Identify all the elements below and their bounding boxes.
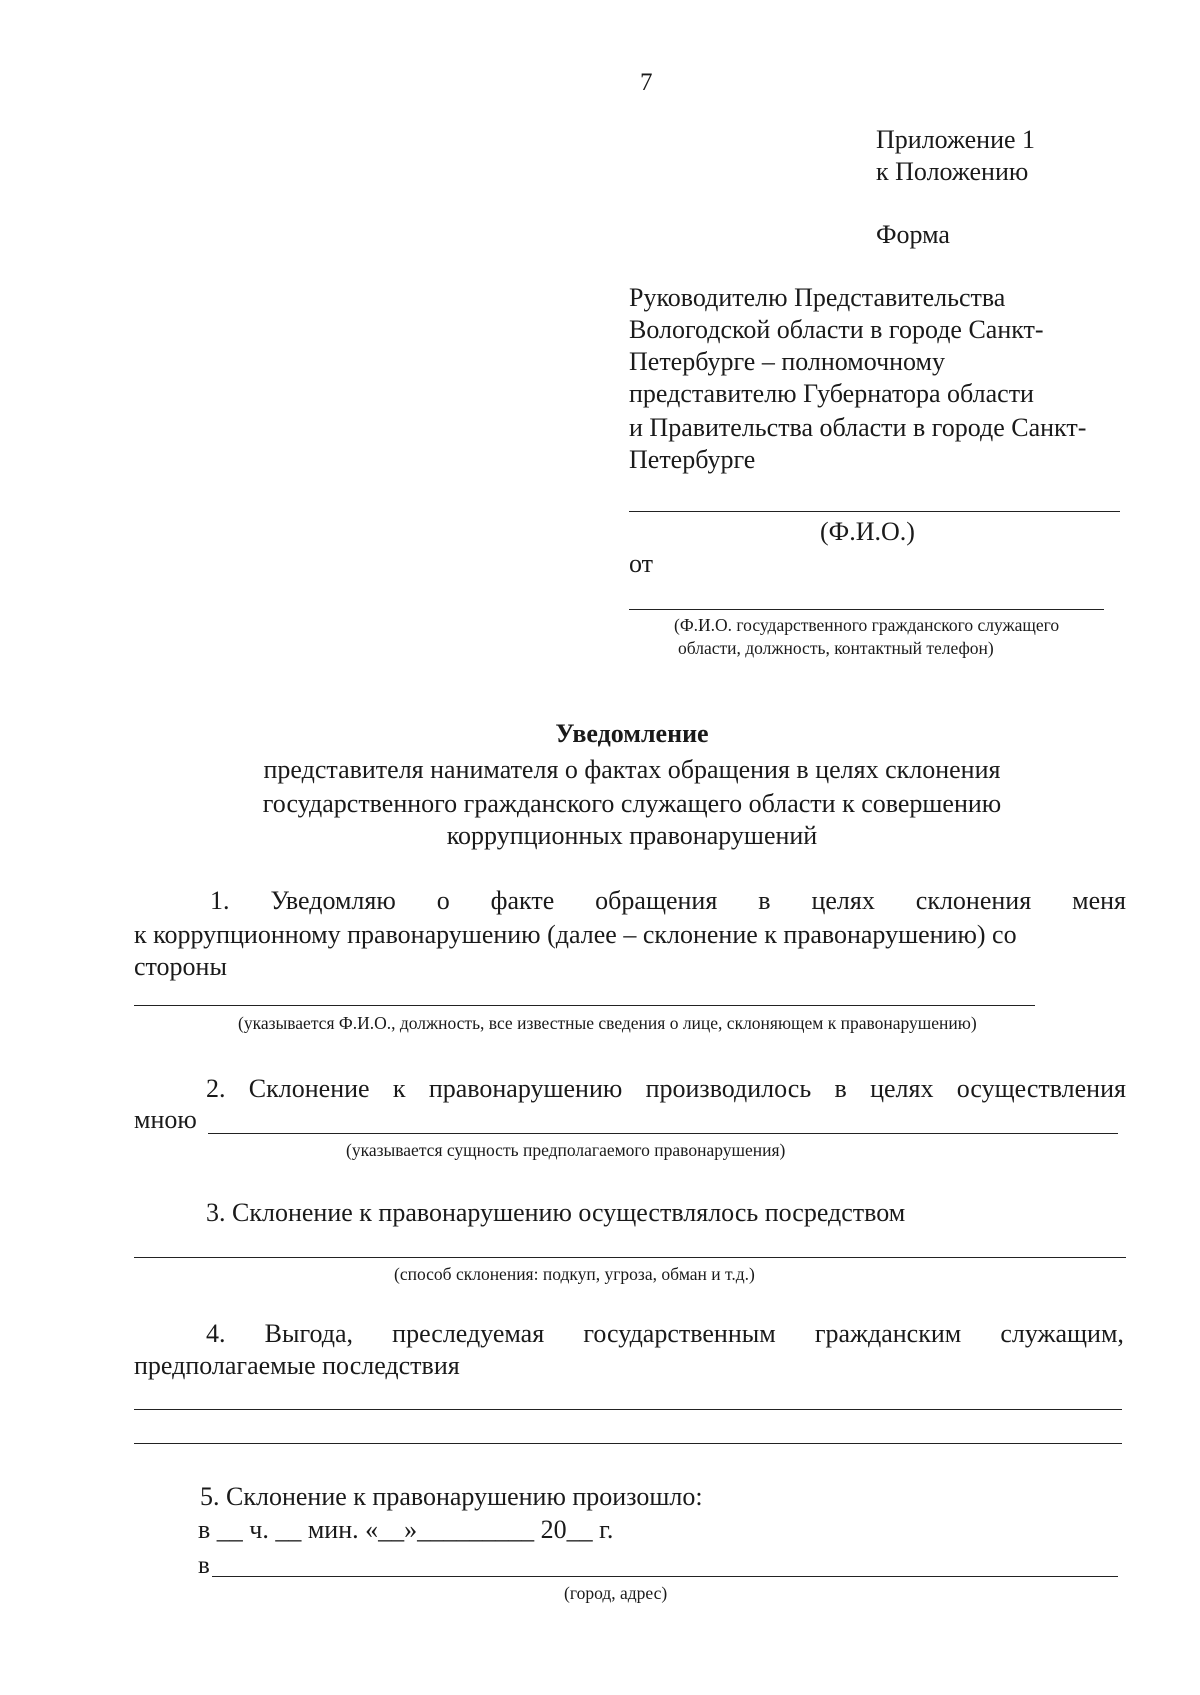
item1-line-2: к коррупционному правонарушению (далее – склонение к правонарушению) со [134, 920, 1017, 949]
item3-caption: (способ склонения: подкуп, угроза, обман и т.д.) [394, 1264, 755, 1284]
item2-caption: (указывается сущность предполагаемого правонарушения) [346, 1140, 786, 1160]
item5-time-line: в __ ч. __ мин. «__»_________ 20__ г. [198, 1515, 614, 1544]
addressee-line-3: Петербурге – полномочному [629, 347, 946, 376]
item1-fill-line [134, 1005, 1035, 1006]
item2-line-2: мною [134, 1105, 197, 1134]
item1-word: обращения [595, 886, 718, 915]
item4-fill-line-1 [134, 1409, 1122, 1410]
item1-word: склонения [915, 886, 1032, 915]
page-number: 7 [640, 69, 653, 96]
item1-word: целях [811, 886, 875, 915]
item4-fill-line-2 [134, 1443, 1122, 1444]
item2-word: правонарушению [428, 1074, 623, 1103]
item5-place-prefix: в [198, 1552, 210, 1579]
item4-line-1 [206, 1317, 1124, 1351]
item2-word: к [392, 1074, 406, 1103]
item3-line-1: 3. Склонение к правонарушению осуществлялось посредством [206, 1198, 906, 1227]
sender-caption-line-2: области, должность, контактный телефон) [678, 638, 994, 658]
item4-word: государственным [583, 1319, 776, 1348]
appendix-line-2: к Положению [876, 157, 1029, 186]
notice-title: Уведомление [555, 719, 709, 748]
notice-subtitle-line-2: государственного гражданского служащего области к совершению [262, 789, 1002, 818]
sender-caption-line-1: (Ф.И.О. государственного гражданского служащего [674, 615, 1060, 635]
addressee-line-5: и Правительства области в городе Санкт- [629, 413, 1087, 442]
appendix-line-1: Приложение 1 [876, 125, 1036, 154]
addressee-line-2: Вологодской области в городе Санкт- [629, 315, 1044, 344]
item2-word: осуществления [956, 1074, 1126, 1103]
item4-number: 4. [206, 1319, 226, 1348]
item2-number: 2. [206, 1074, 226, 1103]
item4-word: служащим, [1000, 1319, 1124, 1348]
item2-fill-line [208, 1133, 1118, 1134]
addressee-line-1: Руководителю Представительства [629, 283, 1006, 312]
sender-line [629, 609, 1104, 610]
item4-word: преследуемая [392, 1319, 545, 1348]
item4-line-2: предполагаемые последствия [134, 1351, 460, 1380]
from-label: от [629, 549, 654, 578]
item2-word: целях [870, 1074, 934, 1103]
item2-word: Склонение [248, 1074, 370, 1103]
item1-word: факте [490, 886, 555, 915]
addressee-line-6: Петербурге [629, 445, 756, 474]
item5-caption: (город, адрес) [564, 1583, 668, 1603]
item2-line-1 [206, 1072, 1126, 1106]
item2-word: в [834, 1074, 847, 1103]
item1-word: в [758, 886, 771, 915]
item3-fill-line [134, 1257, 1126, 1258]
form-label: Форма [876, 220, 950, 249]
item5-line-1: 5. Склонение к правонарушению произошло: [200, 1482, 703, 1511]
item1-word: Уведомляю [270, 886, 396, 915]
item1-caption: (указывается Ф.И.О., должность, все известные сведения о лице, склоняющем к правонарушению) [238, 1013, 977, 1033]
item5-place-line [212, 1576, 1118, 1577]
item1-line-3: стороны [134, 952, 227, 981]
item2-word: производилось [645, 1074, 812, 1103]
addressee-fio-caption: (Ф.И.О.) [820, 517, 915, 546]
item1-number: 1. [210, 886, 230, 915]
notice-subtitle-line-1: представителя нанимателя о фактах обращения в целях склонения [263, 755, 1001, 784]
item1-line-1 [210, 884, 1126, 918]
item4-word: гражданским [814, 1319, 962, 1348]
item4-word: Выгода, [264, 1319, 354, 1348]
notice-subtitle-line-3: коррупционных правонарушений [446, 821, 818, 850]
item1-word: о [436, 886, 450, 915]
addressee-line-4: представителю Губернатора области [629, 379, 1034, 408]
addressee-fio-line [629, 511, 1120, 512]
item1-word: меня [1072, 886, 1126, 915]
